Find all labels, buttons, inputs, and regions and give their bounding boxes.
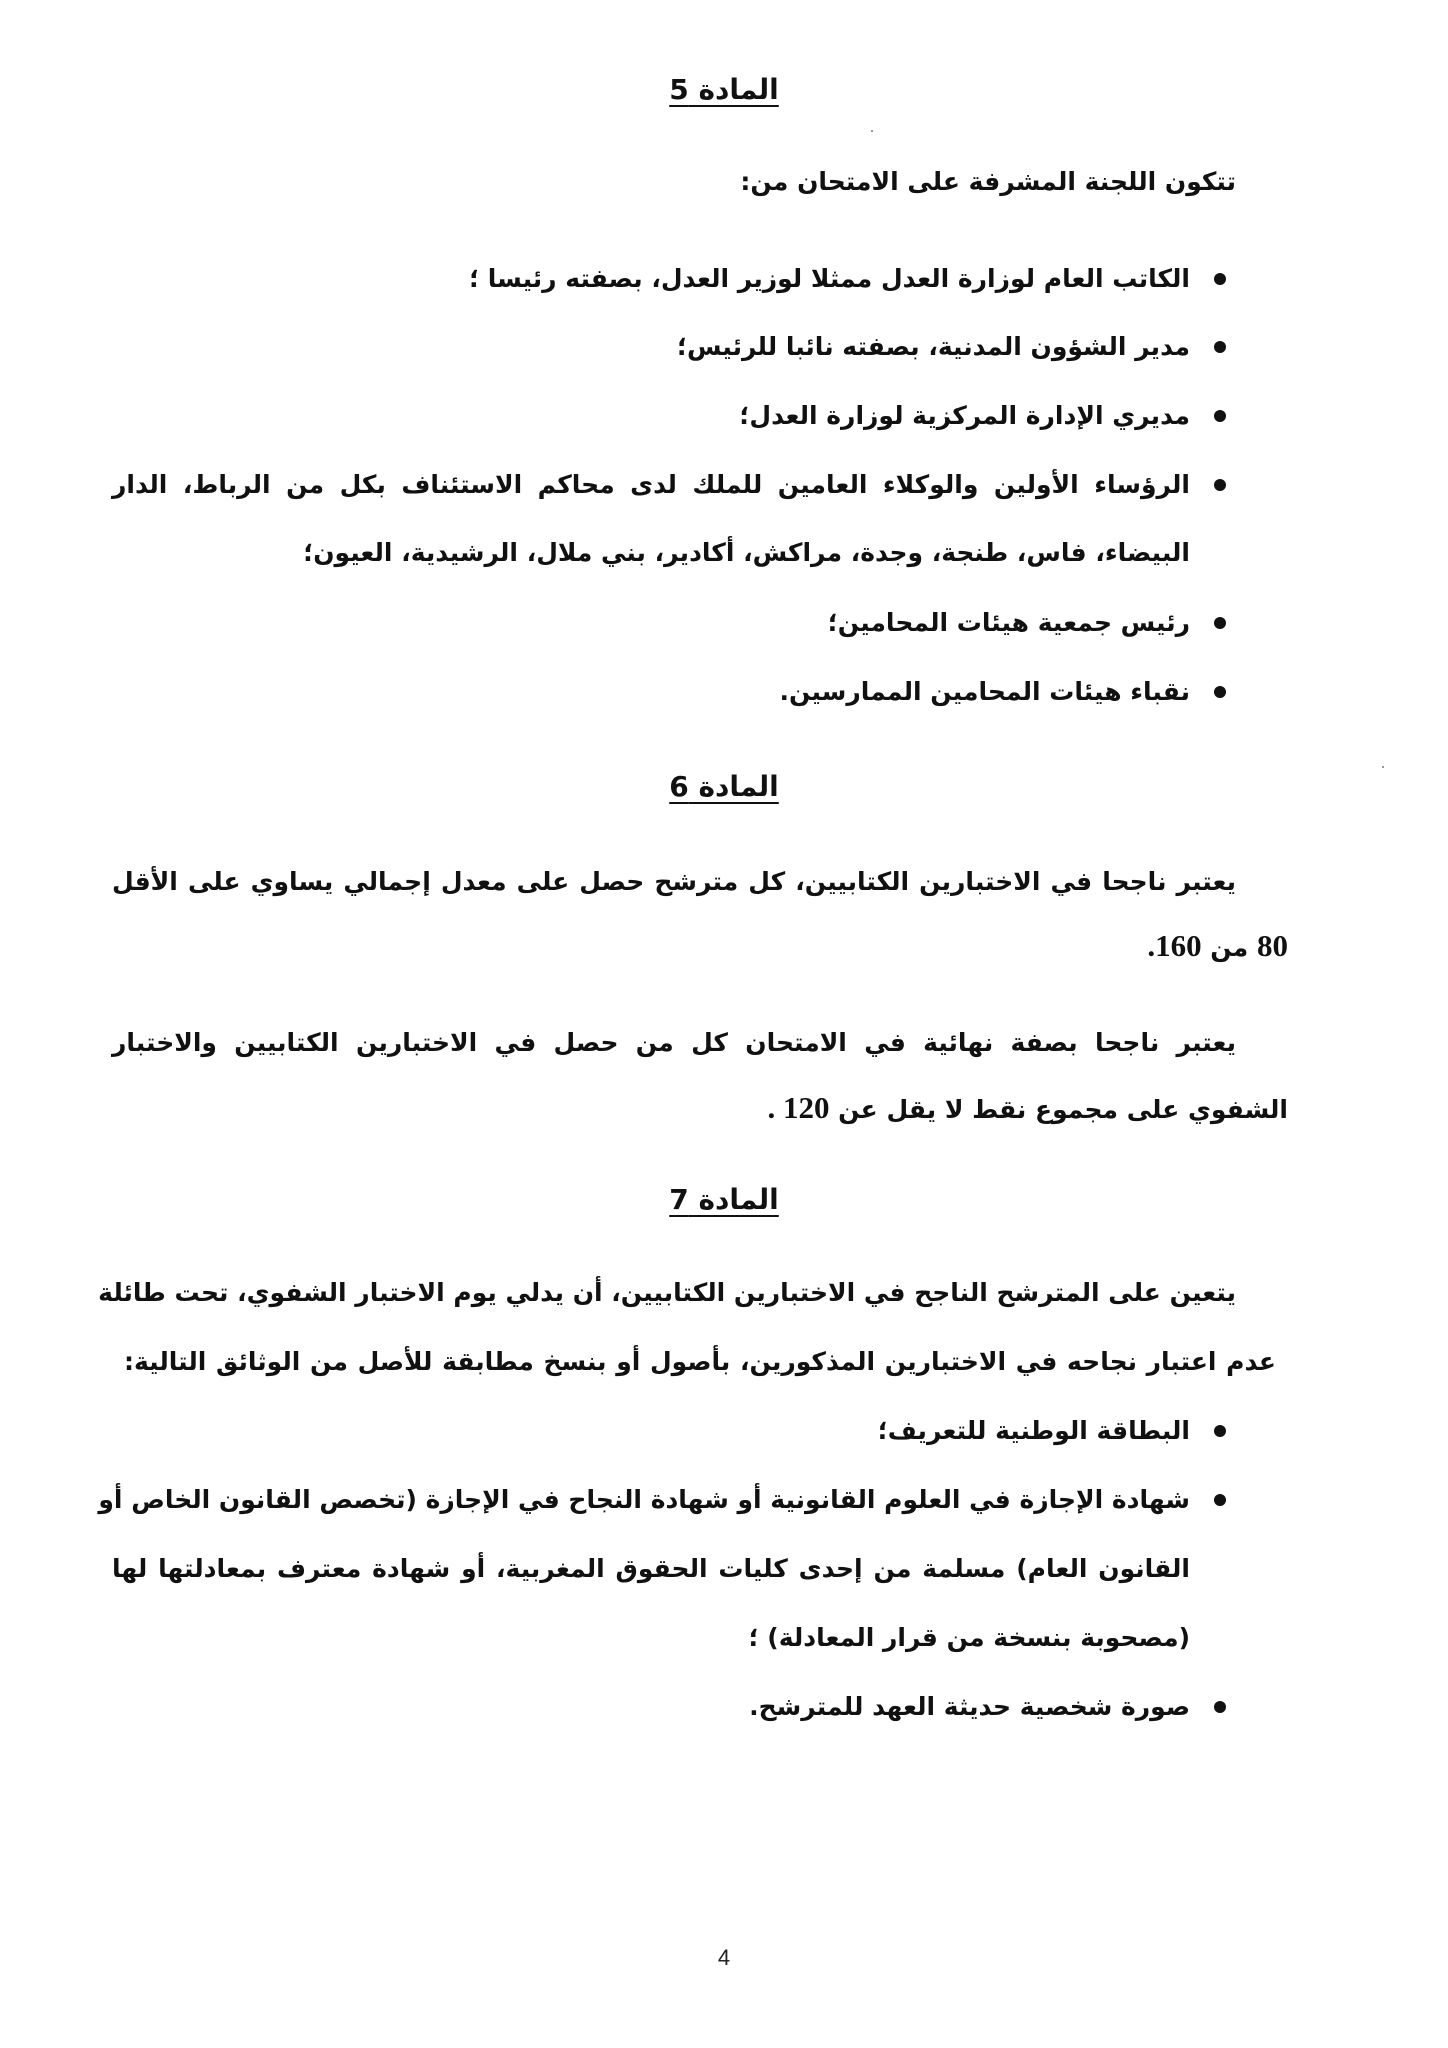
member-item: الرؤساء الأولين والوكلاء العامين للملك لدى محاكم الاستئناف بكل من الرباط، الدار bbox=[112, 470, 1190, 499]
document-item: البطاقة الوطنية للتعريف؛ bbox=[877, 1416, 1190, 1445]
bullet-icon bbox=[1214, 1425, 1226, 1437]
bullet-icon bbox=[1214, 617, 1226, 629]
member-item: مدير الشؤون المدنية، بصفته نائبا للرئيس؛ bbox=[677, 332, 1190, 361]
bullet-icon bbox=[1214, 1701, 1226, 1713]
bullet-icon bbox=[1214, 1494, 1226, 1506]
article-7-heading: المادة 7 bbox=[669, 1183, 779, 1216]
bullet-icon bbox=[1214, 479, 1226, 491]
bullet-icon bbox=[1214, 686, 1226, 698]
member-item: الكاتب العام لوزارة العدل ممثلا لوزير العدل، بصفته رئيسا ؛ bbox=[469, 264, 1190, 293]
paragraph-line: يعتبر ناجحا في الاختبارين الكتابيين، كل مترشح حصل على معدل إجمالي يساوي على الأقل bbox=[112, 867, 1236, 896]
minimum-text: الشفوي على مجموع نقط لا يقل عن bbox=[838, 1095, 1288, 1124]
bullet-icon bbox=[1214, 341, 1226, 353]
bullet-icon bbox=[1214, 410, 1226, 422]
paragraph-line: عدم اعتبار نجاحه في الاختبارين المذكورين، بأصول أو بنسخ مطابقة للأصل من الوثائق التالية: bbox=[124, 1347, 1276, 1376]
member-item-continuation: البيضاء، فاس، طنجة، وجدة، مراكش، أكادير، بني ملال، الرشيدية، العيون؛ bbox=[303, 538, 1190, 567]
article-5-intro: تتكون اللجنة المشرفة على الامتحان من: bbox=[740, 167, 1236, 196]
member-item: رئيس جمعية هيئات المحامين؛ bbox=[827, 608, 1190, 637]
from-word: من bbox=[1210, 933, 1249, 962]
scan-speck bbox=[871, 130, 873, 132]
bullet-icon bbox=[1214, 273, 1226, 285]
paragraph-line: يعتبر ناجحا بصفة نهائية في الامتحان كل من حصل في الاختبارين الكتابيين والاختبار bbox=[112, 1028, 1236, 1057]
page-number: 4 bbox=[717, 1945, 731, 1970]
article-6-heading: المادة 6 bbox=[669, 770, 779, 803]
paragraph-line-minimum: الشفوي على مجموع نقط لا يقل عن 120 . bbox=[767, 1090, 1288, 1125]
member-item: مديري الإدارة المركزية لوزارة العدل؛ bbox=[739, 401, 1190, 430]
minimum-value: 120 bbox=[782, 1090, 830, 1125]
paragraph-line: يتعين على المترشح الناجح في الاختبارين الكتابيين، أن يدلي يوم الاختبار الشفوي، تحت طائلة bbox=[98, 1278, 1236, 1307]
paragraph-line-score: 80 من 160. bbox=[1147, 928, 1288, 963]
document-item-continuation: (مصحوبة بنسخة من قرار المعادلة) ؛ bbox=[748, 1623, 1190, 1652]
scan-speck bbox=[1382, 766, 1384, 768]
document-item: صورة شخصية حديثة العهد للمترشح. bbox=[749, 1692, 1190, 1721]
member-item: نقباء هيئات المحامين الممارسين. bbox=[779, 677, 1190, 706]
article-5-heading: المادة 5 bbox=[669, 73, 779, 106]
document-item-continuation: القانون العام) مسلمة من إحدى كليات الحقوق المغربية، أو شهادة معترف بمعادلتها لها bbox=[112, 1554, 1190, 1583]
total-value: 160 bbox=[1155, 928, 1202, 963]
document-item: شهادة الإجازة في العلوم القانونية أو شهادة النجاح في الإجازة (تخصص القانون الخاص أو bbox=[98, 1485, 1190, 1514]
score-value: 80 bbox=[1257, 928, 1288, 963]
